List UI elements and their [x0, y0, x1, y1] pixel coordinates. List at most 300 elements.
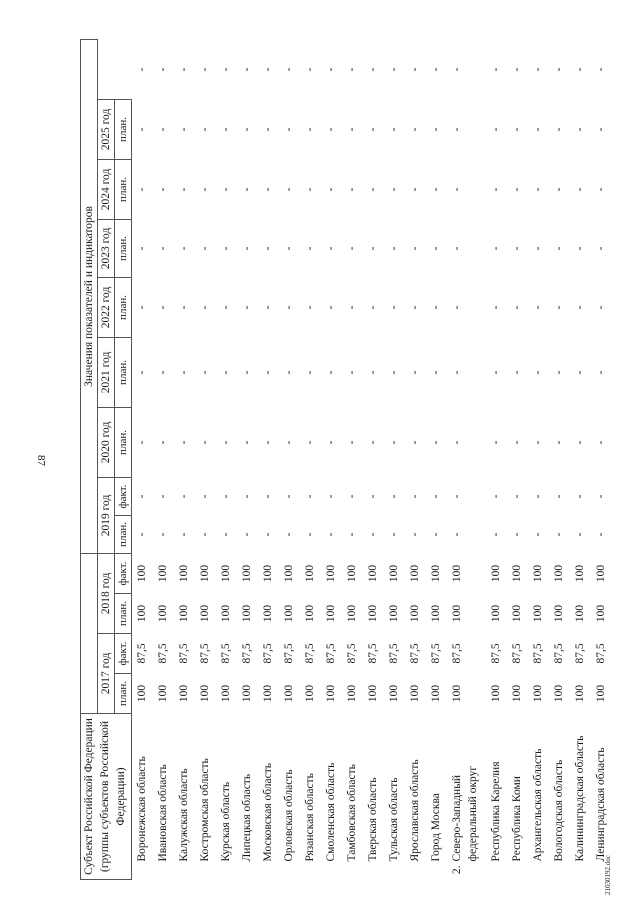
cell-dash: -: [157, 370, 169, 375]
cell-dash: -: [451, 67, 463, 72]
cell-dash: -: [220, 440, 232, 445]
cell-dash: -: [283, 440, 295, 445]
table-row: [300, 39, 321, 879]
cell-dash: -: [199, 67, 211, 72]
cell-v2018p: 100: [490, 604, 502, 623]
header-row-1: [81, 39, 98, 879]
cell-v2017p: 100: [574, 684, 586, 703]
row-index: 2.: [451, 865, 463, 875]
cell-dash: -: [325, 370, 337, 375]
document-code: 21030192.doc: [604, 855, 612, 895]
cell-dash: -: [325, 532, 337, 537]
row-subject-name: Липецкая область: [241, 773, 253, 862]
cell-dash: -: [220, 305, 232, 310]
row-index: [426, 864, 447, 880]
table-row: [174, 39, 195, 879]
cell-dash: -: [178, 370, 190, 375]
row-subject-name: Тамбовская область: [346, 764, 358, 862]
cell-v2018p: 100: [532, 604, 544, 623]
cell-v2017p: 100: [595, 684, 607, 703]
cell-dash: -: [157, 305, 169, 310]
row-index: [549, 864, 570, 880]
cell-dash: -: [574, 187, 586, 192]
row-subject-name: Воронежская область: [136, 756, 148, 862]
cell-dash: -: [511, 494, 523, 499]
header-fact-label: факт.: [115, 477, 132, 515]
cell-dash: -: [157, 127, 169, 132]
cell-v2017p: 100: [199, 684, 211, 703]
cell-dash: -: [451, 532, 463, 537]
cell-dash: -: [451, 246, 463, 251]
cell-dash: -: [409, 532, 421, 537]
cell-dash: -: [304, 187, 316, 192]
cell-dash: -: [325, 305, 337, 310]
row-index: [279, 864, 300, 880]
cell-dash: -: [430, 67, 442, 72]
cell-dash: -: [283, 246, 295, 251]
row-index: [528, 864, 549, 880]
cell-dash: -: [304, 440, 316, 445]
cell-dash: -: [367, 440, 379, 445]
cell-dash: -: [409, 246, 421, 251]
cell-dash: -: [430, 187, 442, 192]
cell-v2017p: 100: [532, 684, 544, 703]
header-year: 2023 год: [98, 219, 115, 277]
cell-v2018f: 100: [304, 564, 316, 583]
row-index: [405, 864, 426, 880]
cell-dash: -: [304, 370, 316, 375]
cell-dash: -: [595, 494, 607, 499]
cell-dash: -: [574, 494, 586, 499]
cell-v2018p: 100: [367, 604, 379, 623]
table-row: [279, 39, 300, 879]
cell-dash: -: [136, 370, 148, 375]
cell-v2018p: 100: [325, 604, 337, 623]
cell-v2017f: 87,5: [367, 643, 379, 664]
cell-dash: -: [325, 440, 337, 445]
cell-v2017f: 87,5: [451, 643, 463, 664]
cell-dash: -: [262, 532, 274, 537]
cell-dash: -: [241, 532, 253, 537]
cell-v2017f: 87,5: [136, 643, 148, 664]
cell-dash: -: [241, 440, 253, 445]
cell-dash: -: [304, 246, 316, 251]
cell-dash: -: [511, 440, 523, 445]
cell-v2017p: 100: [136, 684, 148, 703]
table-stage: [80, 40, 640, 880]
cell-v2017p: 100: [346, 684, 358, 703]
row-subject-name: Республика Карелия: [490, 761, 502, 862]
cell-v2017f: 87,5: [409, 643, 421, 664]
cell-v2017p: 100: [241, 684, 253, 703]
row-index: [570, 864, 591, 880]
cell-v2017p: 100: [178, 684, 190, 703]
row-subject-name: Республика Коми: [511, 776, 523, 862]
cell-dash: -: [430, 305, 442, 310]
cell-dash: -: [346, 440, 358, 445]
table-row: [405, 39, 426, 879]
cell-v2017p: 100: [490, 684, 502, 703]
table-row: [384, 39, 405, 879]
row-subject-name: Архангельская область: [532, 748, 544, 862]
table-row: [195, 39, 216, 879]
cell-dash: -: [388, 187, 400, 192]
cell-dash: -: [490, 67, 502, 72]
cell-dash: -: [574, 246, 586, 251]
cell-v2018f: 100: [574, 564, 586, 583]
cell-dash: -: [136, 246, 148, 251]
cell-v2018p: 100: [346, 604, 358, 623]
row-subject-name: Калужская область: [178, 768, 190, 862]
header-plan-label: план.: [115, 337, 132, 407]
cell-dash: -: [451, 370, 463, 375]
cell-v2017p: 100: [220, 684, 232, 703]
row-index: [342, 864, 363, 880]
row-index: [258, 864, 279, 880]
cell-dash: -: [220, 127, 232, 132]
row-subject-name: Ленинградская область: [595, 747, 607, 862]
header-year: 2022 год: [98, 277, 115, 337]
cell-v2018p: 100: [574, 604, 586, 623]
cell-dash: -: [304, 305, 316, 310]
table-row: [321, 39, 342, 879]
cell-dash: -: [511, 246, 523, 251]
cell-v2017p: 100: [304, 684, 316, 703]
header-plan-label: план.: [115, 407, 132, 477]
cell-dash: -: [199, 187, 211, 192]
cell-dash: -: [388, 440, 400, 445]
cell-dash: -: [325, 494, 337, 499]
cell-dash: -: [199, 305, 211, 310]
cell-v2018p: 100: [220, 604, 232, 623]
cell-v2017p: 100: [283, 684, 295, 703]
cell-dash: -: [136, 532, 148, 537]
cell-dash: -: [199, 370, 211, 375]
cell-v2018f: 100: [199, 564, 211, 583]
cell-dash: -: [511, 67, 523, 72]
row-index: [300, 864, 321, 880]
cell-dash: -: [346, 187, 358, 192]
cell-dash: -: [241, 494, 253, 499]
table-row: [486, 39, 507, 879]
cell-dash: -: [346, 532, 358, 537]
cell-dash: -: [409, 440, 421, 445]
cell-dash: -: [262, 370, 274, 375]
cell-dash: -: [220, 67, 232, 72]
cell-dash: -: [595, 246, 607, 251]
cell-dash: -: [136, 305, 148, 310]
cell-v2017p: 100: [325, 684, 337, 703]
cell-dash: -: [451, 440, 463, 445]
cell-dash: -: [241, 67, 253, 72]
header-year: 2021 год: [98, 337, 115, 407]
row-index: [591, 864, 612, 880]
cell-dash: -: [595, 127, 607, 132]
cell-dash: -: [283, 532, 295, 537]
cell-dash: -: [367, 370, 379, 375]
cell-dash: -: [241, 246, 253, 251]
cell-dash: -: [574, 370, 586, 375]
cell-dash: -: [595, 370, 607, 375]
rotated-table-wrapper: [80, 40, 640, 880]
row-subject-name: Тверская область: [367, 777, 379, 862]
row-index: [153, 864, 174, 880]
cell-v2018p: 100: [283, 604, 295, 623]
cell-dash: -: [220, 187, 232, 192]
cell-v2018f: 100: [553, 564, 565, 583]
cell-dash: -: [135, 67, 148, 72]
cell-dash: -: [136, 494, 148, 499]
cell-dash: -: [409, 127, 421, 132]
cell-dash: -: [304, 494, 316, 499]
cell-dash: -: [241, 187, 253, 192]
cell-dash: -: [595, 532, 607, 537]
row-index: [384, 864, 405, 880]
cell-dash: -: [574, 305, 586, 310]
cell-dash: -: [532, 440, 544, 445]
cell-v2018f: 100: [490, 564, 502, 583]
cell-dash: -: [262, 494, 274, 499]
cell-dash: -: [430, 440, 442, 445]
cell-dash: -: [346, 370, 358, 375]
cell-dash: -: [262, 127, 274, 132]
cell-dash: -: [553, 67, 565, 72]
cell-dash: -: [220, 370, 232, 375]
cell-dash: -: [178, 494, 190, 499]
cell-v2018p: 100: [136, 604, 148, 623]
cell-v2018p: 100: [262, 604, 274, 623]
cell-dash: -: [220, 494, 232, 499]
cell-v2018p: 100: [178, 604, 190, 623]
cell-v2018p: 100: [553, 604, 565, 623]
cell-v2017p: 100: [367, 684, 379, 703]
row-index: [507, 864, 528, 880]
cell-dash: -: [451, 187, 463, 192]
cell-v2017f: 87,5: [574, 643, 586, 664]
header-indicators: Значения показателей и индикаторов: [81, 39, 98, 553]
cell-dash: -: [388, 494, 400, 499]
row-subject-name: Костромская область: [199, 758, 211, 862]
row-subject-name: Курская область: [220, 781, 232, 862]
header-fact-label: факт.: [115, 553, 132, 593]
cell-dash: -: [388, 246, 400, 251]
cell-dash: -: [346, 494, 358, 499]
cell-dash: -: [283, 370, 295, 375]
cell-dash: -: [490, 305, 502, 310]
cell-dash: -: [490, 370, 502, 375]
table-row: [258, 39, 279, 879]
cell-dash: -: [178, 305, 190, 310]
cell-dash: -: [595, 440, 607, 445]
cell-dash: -: [532, 246, 544, 251]
cell-dash: -: [367, 494, 379, 499]
cell-dash: -: [199, 246, 211, 251]
row-index: [486, 864, 507, 880]
cell-dash: -: [388, 127, 400, 132]
cell-dash: -: [553, 305, 565, 310]
cell-dash: -: [157, 246, 169, 251]
cell-v2018f: 100: [346, 564, 358, 583]
header-year: 2019 год: [98, 477, 115, 553]
header-plan-label: план.: [115, 515, 132, 553]
cell-dash: -: [178, 127, 190, 132]
cell-dash: -: [553, 246, 565, 251]
cell-v2018p: 100: [409, 604, 421, 623]
cell-v2018f: 100: [595, 564, 607, 583]
table-row: [342, 39, 363, 879]
cell-dash: -: [283, 305, 295, 310]
row-index: [132, 864, 154, 880]
cell-dash: -: [346, 127, 358, 132]
table-row: [591, 39, 612, 879]
cell-v2017f: 87,5: [490, 643, 502, 664]
cell-dash: -: [136, 187, 148, 192]
cell-dash: -: [304, 67, 316, 72]
cell-dash: -: [178, 67, 190, 72]
table-row: [426, 39, 447, 879]
cell-dash: -: [262, 440, 274, 445]
cell-v2017f: 87,5: [283, 643, 295, 664]
cell-v2018f: 100: [532, 564, 544, 583]
cell-dash: -: [199, 440, 211, 445]
cell-v2017p: 100: [511, 684, 523, 703]
cell-dash: -: [553, 494, 565, 499]
cell-dash: -: [553, 370, 565, 375]
cell-v2017f: 87,5: [511, 643, 523, 664]
cell-dash: -: [490, 127, 502, 132]
row-subject-name: Калининградская область: [574, 735, 586, 862]
cell-dash: -: [325, 246, 337, 251]
cell-dash: -: [136, 127, 148, 132]
cell-dash: -: [157, 67, 169, 72]
cell-dash: -: [178, 246, 190, 251]
cell-dash: -: [511, 127, 523, 132]
cell-v2018p: 100: [451, 604, 463, 623]
header-plan-label: план.: [115, 593, 132, 633]
cell-v2017f: 87,5: [157, 643, 169, 664]
cell-dash: -: [409, 305, 421, 310]
cell-dash: -: [220, 532, 232, 537]
row-subject-name: Тульская область: [388, 777, 400, 862]
cell-dash: -: [511, 532, 523, 537]
cell-dash: -: [241, 370, 253, 375]
cell-dash: -: [574, 532, 586, 537]
row-subject-name: Ивановская область: [157, 764, 169, 862]
cell-dash: -: [178, 187, 190, 192]
cell-dash: -: [595, 67, 607, 72]
cell-dash: -: [430, 494, 442, 499]
cell-dash: -: [157, 532, 169, 537]
cell-v2017f: 87,5: [388, 643, 400, 664]
cell-v2018f: 100: [430, 564, 442, 583]
cell-dash: -: [532, 187, 544, 192]
cell-dash: -: [553, 532, 565, 537]
cell-dash: -: [409, 67, 421, 72]
cell-dash: -: [262, 305, 274, 310]
cell-dash: -: [532, 67, 544, 72]
cell-dash: -: [283, 494, 295, 499]
cell-dash: -: [430, 532, 442, 537]
header-year: 2017 год: [98, 633, 115, 713]
cell-v2018p: 100: [388, 604, 400, 623]
cell-dash: -: [367, 67, 379, 72]
header-year: 2018 год: [98, 553, 115, 633]
cell-dash: -: [346, 246, 358, 251]
cell-v2017p: 100: [388, 684, 400, 703]
cell-v2017f: 87,5: [262, 643, 274, 664]
cell-dash: -: [346, 305, 358, 310]
cell-v2018f: 100: [283, 564, 295, 583]
cell-dash: -: [346, 67, 358, 72]
row-subject-name: Город Москва: [430, 793, 442, 862]
cell-v2018f: 100: [178, 564, 190, 583]
cell-v2017f: 87,5: [241, 643, 253, 664]
cell-dash: -: [451, 494, 463, 499]
cell-dash: -: [532, 370, 544, 375]
row-subject-name: Рязанская область: [304, 773, 316, 862]
cell-v2017f: 87,5: [430, 643, 442, 664]
header-year: 2025 год: [98, 99, 115, 159]
cell-v2018f: 100: [451, 564, 463, 583]
row-index: [174, 864, 195, 880]
cell-dash: -: [157, 187, 169, 192]
cell-v2018f: 100: [262, 564, 274, 583]
cell-dash: -: [241, 305, 253, 310]
cell-dash: -: [553, 187, 565, 192]
row-subject-name: Ярославская область: [409, 759, 421, 862]
cell-dash: -: [511, 187, 523, 192]
cell-v2017f: 87,5: [304, 643, 316, 664]
cell-v2017p: 100: [157, 684, 169, 703]
cell-dash: -: [304, 532, 316, 537]
cell-dash: -: [283, 67, 295, 72]
page-number: 87: [35, 455, 47, 466]
cell-dash: -: [136, 440, 148, 445]
cell-dash: -: [490, 532, 502, 537]
table-row: [216, 39, 237, 879]
header-subject: Субъект Российской Федерации (группы субъектов Российской Федерации): [81, 713, 132, 879]
cell-v2018f: 100: [409, 564, 421, 583]
cell-dash: -: [157, 494, 169, 499]
header-blank-2017-2018: [81, 553, 98, 713]
cell-v2017f: 87,5: [178, 643, 190, 664]
cell-dash: -: [241, 127, 253, 132]
cell-v2018f: 100: [220, 564, 232, 583]
cell-dash: -: [532, 494, 544, 499]
cell-v2018f: 100: [325, 564, 337, 583]
cell-dash: -: [553, 127, 565, 132]
cell-dash: -: [451, 305, 463, 310]
cell-dash: -: [325, 67, 337, 72]
header-year: 2020 год: [98, 407, 115, 477]
cell-dash: -: [388, 370, 400, 375]
cell-dash: -: [388, 532, 400, 537]
cell-v2018p: 100: [157, 604, 169, 623]
cell-dash: -: [409, 494, 421, 499]
header-year: 2024 год: [98, 159, 115, 219]
table-row: [363, 39, 384, 879]
cell-v2017f: 87,5: [595, 643, 607, 664]
cell-dash: -: [532, 305, 544, 310]
cell-dash: -: [511, 370, 523, 375]
cell-dash: -: [325, 127, 337, 132]
cell-v2018p: 100: [304, 604, 316, 623]
table-row: [507, 39, 528, 879]
cell-dash: -: [430, 246, 442, 251]
cell-v2017f: 87,5: [346, 643, 358, 664]
cell-dash: -: [490, 494, 502, 499]
cell-dash: -: [490, 246, 502, 251]
